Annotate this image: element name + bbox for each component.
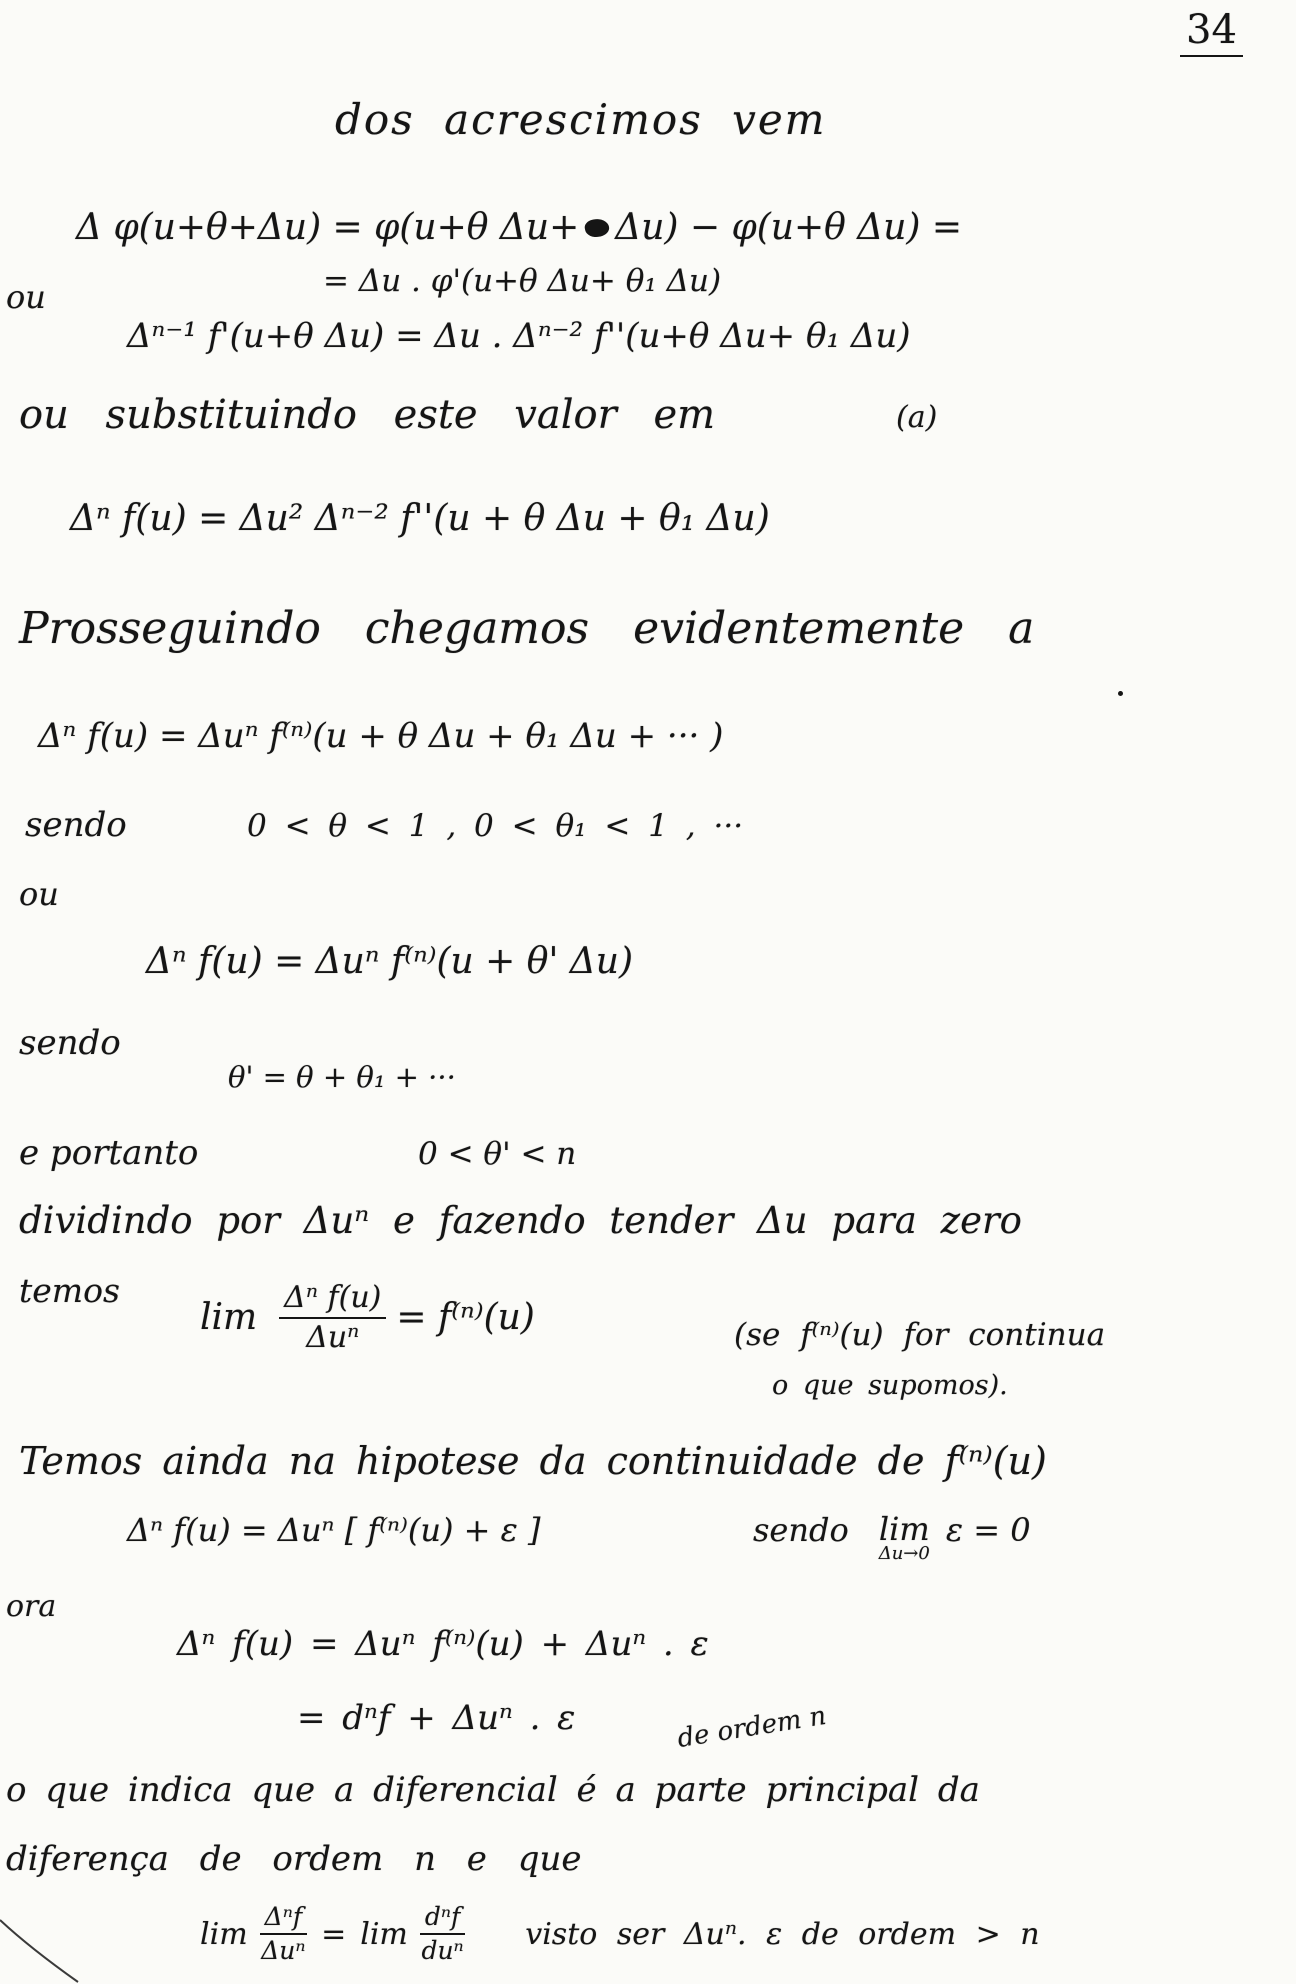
limit-rhs: = f⁽ⁿ⁾(u)	[396, 1296, 535, 1338]
continuity-note: (se f⁽ⁿ⁾(u) for continua	[734, 1317, 1106, 1353]
lim-operator: lim	[878, 1510, 930, 1548]
limit-equation-2	[200, 1904, 1040, 1965]
continuity-note-2: o que supomos).	[772, 1370, 1008, 1401]
equation-2: = Δu . φ'(u+θ Δu+ θ₁ Δu)	[323, 263, 722, 299]
where-label-1: sendo	[25, 805, 127, 845]
fraction-denominator: duⁿ	[421, 1936, 464, 1966]
equation-9: Δⁿ f(u) = Δuⁿ [ f⁽ⁿ⁾(u) + ε ]	[127, 1511, 541, 1549]
page-number-text: 34	[1180, 7, 1243, 57]
conclusion-line-1: o que indica que a diferencial é a parte principal da	[6, 1770, 980, 1810]
conclusion-line-2: diferença de ordem n e que	[6, 1839, 582, 1879]
fraction-numerator: Δⁿ f(u)	[279, 1282, 386, 1319]
substitution-text: ou substituindo este valor em	[19, 392, 716, 438]
equation-11: = dⁿf + Δuⁿ . ε	[297, 1698, 576, 1738]
equation-1	[76, 208, 962, 248]
fraction	[420, 1904, 465, 1965]
equation-4: Δⁿ f(u) = Δu² Δⁿ⁻² f''(u + θ Δu + θ₁ Δu)	[70, 498, 770, 539]
equation-3: Δⁿ⁻¹ f'(u+θ Δu) = Δu . Δⁿ⁻² f''(u+θ Δu+ θ₁ Δu)	[127, 316, 911, 356]
lim-operator: lim	[360, 1916, 408, 1952]
heading-line: dos acrescimos vem	[335, 95, 827, 144]
equation-1-right: Δu) − φ(u+θ Δu) =	[615, 207, 963, 248]
equation-5: Δⁿ f(u) = Δuⁿ f⁽ⁿ⁾(u + θ Δu + θ₁ Δu + ··· )	[38, 716, 724, 756]
epsilon-zero: ε = 0	[945, 1511, 1031, 1549]
fraction	[260, 1904, 307, 1965]
continuity-text: Temos ainda na hipotese da continuidade de f⁽ⁿ⁾(u)	[19, 1439, 1047, 1483]
equation-reference: (a)	[896, 400, 938, 435]
ora-label: ora	[6, 1589, 57, 1624]
paper-fold-line	[0, 1918, 80, 1984]
proceeding-text: Prosseguindo chegamos evidentemente a	[19, 603, 1035, 654]
therefore-label: e portanto	[19, 1133, 199, 1173]
lim-operator: lim	[200, 1296, 258, 1338]
temos-label: temos	[19, 1271, 120, 1310]
equation-6: Δⁿ f(u) = Δuⁿ f⁽ⁿ⁾(u + θ' Δu)	[146, 941, 634, 982]
fraction-denominator: Δuⁿ	[306, 1319, 360, 1355]
page-number	[1180, 8, 1243, 52]
theta-condition: 0 < θ < 1 , 0 < θ₁ < 1 , ···	[247, 808, 744, 844]
lim-operator: lim	[200, 1916, 248, 1952]
equation-10: Δⁿ f(u) = Δuⁿ f⁽ⁿ⁾(u) + Δuⁿ . ε	[177, 1624, 709, 1664]
lim-with-subscript	[878, 1510, 930, 1564]
equals-sign: =	[321, 1916, 347, 1952]
fraction-numerator: Δⁿf	[260, 1904, 307, 1935]
ink-blot	[584, 216, 611, 239]
theta-prime-condition: 0 < θ' < n	[418, 1136, 577, 1172]
order-remark: visto ser Δuⁿ. ε de ordem > n	[525, 1916, 1040, 1952]
epsilon-limit	[753, 1510, 1031, 1564]
connector-ou-2: ou	[19, 875, 59, 913]
lim-subscript: Δu→0	[878, 1543, 930, 1564]
theta-prime-definition: θ' = θ + θ₁ + ···	[228, 1060, 456, 1094]
where-label-3: sendo	[753, 1511, 849, 1549]
fraction-numerator: dⁿf	[420, 1904, 465, 1935]
fraction	[279, 1282, 386, 1353]
ink-dot	[1118, 691, 1123, 696]
fraction-denominator: Δuⁿ	[261, 1936, 306, 1966]
dividing-text: dividindo por Δuⁿ e fazendo tender Δu para zero	[19, 1199, 1022, 1242]
insertion-note: de ordem n	[675, 1700, 829, 1754]
connector-ou-1: ou	[6, 278, 46, 316]
limit-equation-1	[200, 1282, 535, 1353]
where-label-2: sendo	[19, 1023, 121, 1063]
equation-1-left: Δ φ(u+θ+Δu) = φ(u+θ Δu+	[76, 207, 580, 248]
